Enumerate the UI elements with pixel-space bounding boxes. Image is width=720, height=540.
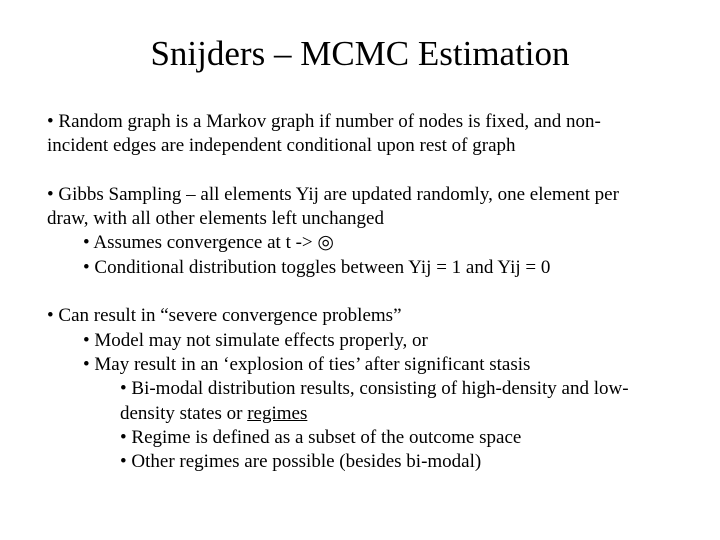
spacer [47,159,687,183]
subsub-bullet-bimodal-text: density states or [120,402,248,424]
sub-bullet-model: • Model may not simulate effects properly, or [83,329,428,351]
slide-title: Snijders – MCMC Estimation [150,34,570,73]
subsub-bullet-other-regimes: • Other regimes are possible (besides bi-modal) [120,451,482,473]
sub-bullet-convergence [47,231,687,255]
spacer [47,280,687,304]
bullet-3-line-1: • Can result in “severe convergence problems” [47,305,402,327]
subsub-bullet-regime-definition: • Regime is defined as a subset of the outcome space [120,426,522,448]
sub-bullet-explosion: • May result in an ‘explosion of ties’ after significant stasis [83,353,531,375]
slide-body [47,110,687,474]
infinity-symbol-icon: ◎ [317,232,334,254]
bullet-2-line-1: • Gibbs Sampling – all elements Yij are updated randomly, one element per [47,183,619,205]
subsub-bullet-bimodal-line-2 [47,402,687,426]
sub-bullet-toggle: • Conditional distribution toggles between Yij = 1 and Yij = 0 [83,256,551,278]
regimes-underlined-term: regimes [247,402,308,424]
subsub-bullet-bimodal-line-1: • Bi-modal distribution results, consisting of high-density and low- [120,378,629,400]
bullet-1-line-2: incident edges are independent conditional upon rest of graph [47,135,516,157]
bullet-2-line-2: draw, with all other elements left unchanged [47,208,384,230]
sub-bullet-convergence-text: • Assumes convergence at t -> [83,232,318,254]
bullet-1-line-1: • Random graph is a Markov graph if number of nodes is fixed, and non- [47,111,601,132]
